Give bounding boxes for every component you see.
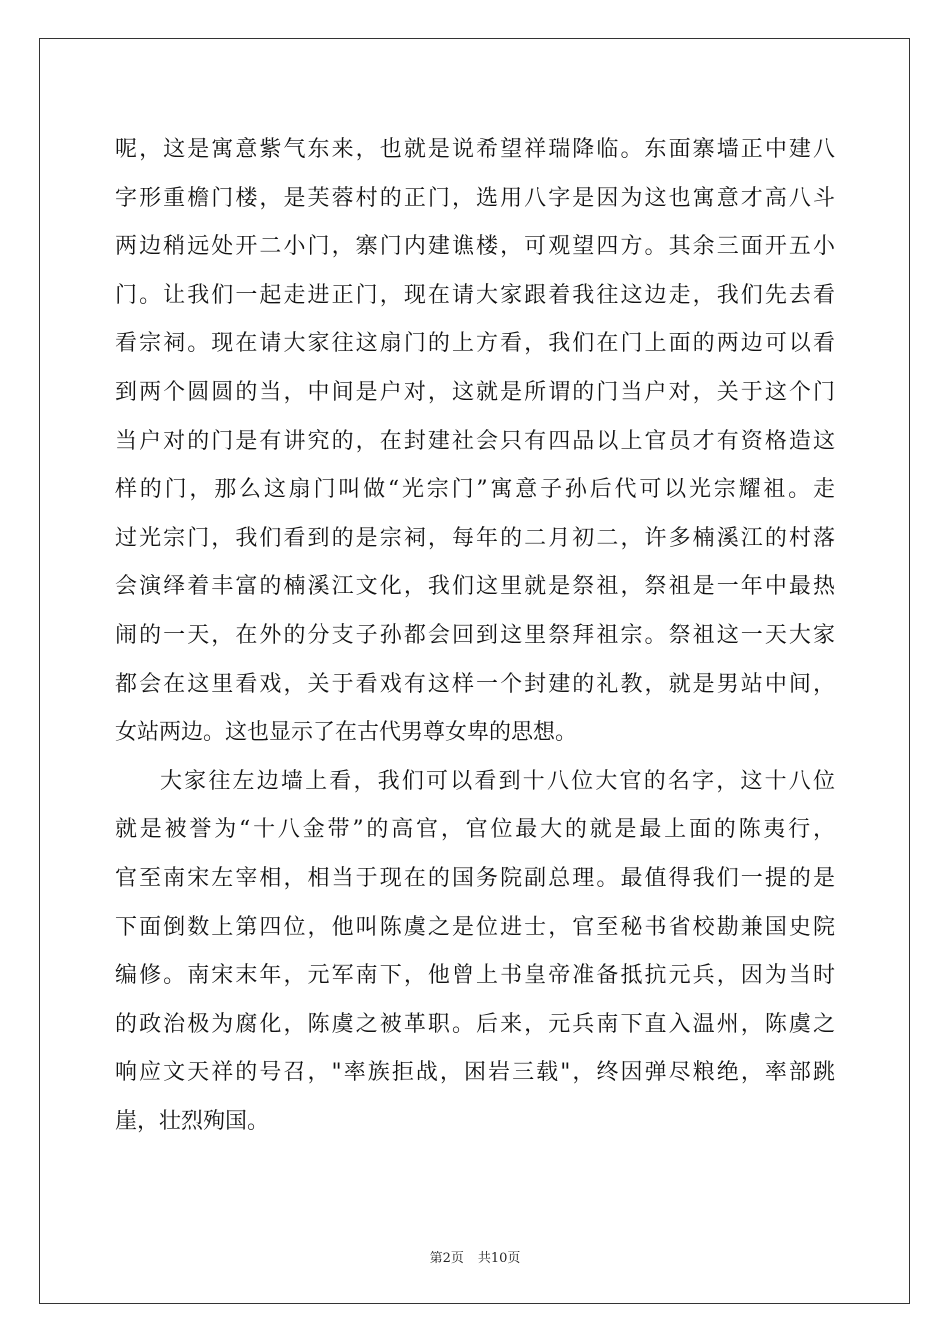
text-line: 女站两边。这也显示了在古代男尊女卑的思想。 — [115, 720, 578, 746]
text-line: 字形重檐门楼，是芙蓉村的正门，选用八字是因为这也寓意才高八斗 — [115, 185, 835, 211]
page-footer — [0, 1247, 950, 1266]
text-line: 下面倒数上第四位，他叫陈虞之是位进士，官至秘书省校勘兼国史院 — [115, 914, 835, 940]
text-line: 官至南宋左宰相，相当于现在的国务院副总理。最值得我们一提的是 — [115, 865, 835, 891]
text-line: 崖，壮烈殉国。 — [115, 1108, 270, 1134]
text-line: 会演绎着丰富的楠溪江文化，我们这里就是祭祖，祭祖是一年中最热 — [115, 574, 835, 600]
text-line: 都会在这里看戏，关于看戏有这样一个封建的礼教，就是男站中间， — [115, 671, 835, 697]
text-line: 呢，这是寓意紫气东来，也就是说希望祥瑞降临。东面寨墙正中建八 — [115, 137, 835, 162]
text-line: 看宗祠。现在请大家往这扇门的上方看，我们在门上面的两边可以看 — [115, 331, 835, 357]
document-body — [115, 126, 835, 1146]
text-line: 当户对的门是有讲究的，在封建社会只有四品以上官员才有资格造这 — [115, 428, 835, 454]
text-line: 大家往左边墙上看，我们可以看到十八位大官的名字，这十八位 — [160, 768, 835, 794]
text-line: 样的门，那么这扇门叫做“光宗门”寓意子孙后代可以光宗耀祖。走 — [115, 477, 835, 503]
page-number: 第2页 — [429, 1251, 464, 1266]
text-line: 两边稍远处开二小门，寨门内建谯楼，可观望四方。其余三面开五小 — [115, 234, 835, 260]
text-line: 编修。南宋末年，元军南下，他曾上书皇帝准备抵抗元兵，因为当时 — [115, 963, 835, 989]
text-line: 就是被誉为“十八金带”的高官，官位最大的就是最上面的陈夷行， — [115, 817, 835, 843]
page-total: 共10页 — [477, 1251, 521, 1266]
text-line: 闹的一天，在外的分支子孙都会回到这里祭拜祖宗。祭祖这一天大家 — [115, 622, 835, 648]
text-line: 响应文天祥的号召，"率族拒战，困岩三载"，终因弹尽粮绝，率部跳 — [115, 1060, 835, 1086]
text-line: 门。让我们一起走进正门，现在请大家跟着我往这边走，我们先去看 — [115, 282, 835, 308]
text-line: 过光宗门，我们看到的是宗祠，每年的二月初二，许多楠溪江的村落 — [115, 525, 835, 551]
text-line: 到两个圆圆的当，中间是户对，这就是所谓的门当户对，关于这个门 — [115, 379, 835, 405]
text-line: 的政治极为腐化，陈虞之被革职。后来，元兵南下直入温州，陈虞之 — [115, 1011, 835, 1037]
